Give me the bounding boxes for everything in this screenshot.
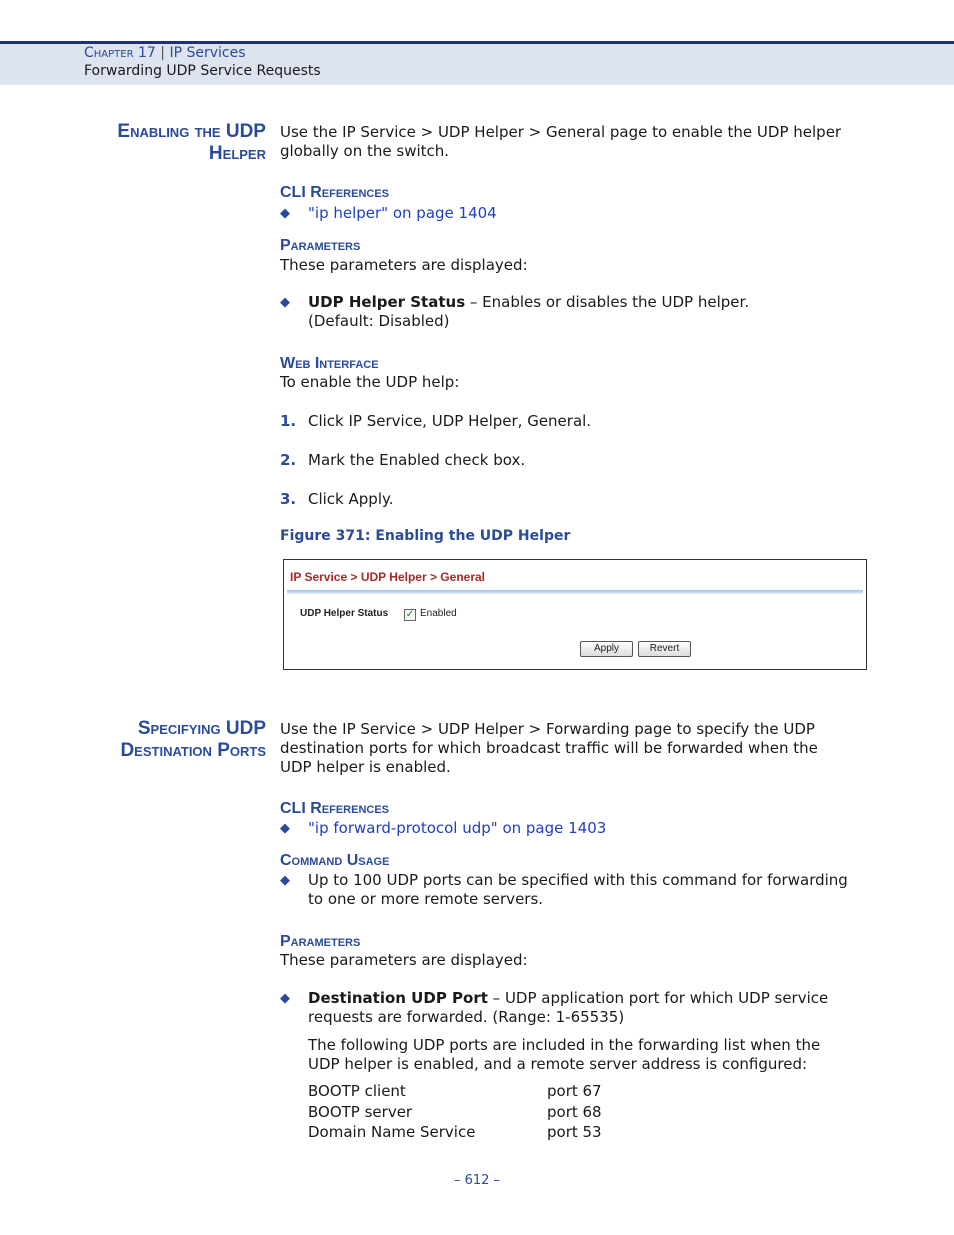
revert-button[interactable]: Revert bbox=[638, 641, 691, 657]
heading-line: Helper bbox=[208, 143, 266, 164]
step-text: Click IP Service, UDP Helper, General. bbox=[308, 412, 592, 430]
web-intro: To enable the UDP help: bbox=[280, 373, 460, 391]
header-subtitle: Forwarding UDP Service Requests bbox=[84, 63, 321, 79]
heading-line: Destination Ports bbox=[120, 740, 266, 761]
param-destination-udp-port bbox=[308, 989, 828, 1027]
header-separator: | bbox=[160, 45, 165, 61]
intro-line: globally on the switch. bbox=[280, 142, 450, 160]
step-number: 2. bbox=[280, 451, 297, 469]
step-text: Mark the Enabled check box. bbox=[308, 451, 526, 469]
param-name: Destination UDP Port bbox=[308, 989, 488, 1007]
port-value: port 53 bbox=[547, 1123, 602, 1141]
section2-intro bbox=[280, 720, 818, 777]
parameters-heading: Parameters bbox=[280, 237, 361, 254]
parameters-heading: Parameters bbox=[280, 933, 361, 950]
command-usage-text bbox=[308, 871, 848, 909]
parameters-intro: These parameters are displayed: bbox=[280, 256, 528, 274]
usage-line: to one or more remote servers. bbox=[308, 890, 544, 908]
intro-line: Use the IP Service > UDP Helper > Forwarding page to specify the UDP bbox=[280, 720, 815, 738]
port-value: port 68 bbox=[547, 1103, 602, 1121]
ui-page-title: IP Service > UDP Helper > General bbox=[290, 570, 485, 584]
step-number: 1. bbox=[280, 412, 297, 430]
parameters-intro: These parameters are displayed: bbox=[280, 951, 528, 969]
param-name: UDP Helper Status bbox=[308, 293, 466, 311]
step-number: 3. bbox=[280, 490, 297, 508]
command-usage-heading: Command Usage bbox=[280, 852, 390, 869]
port-value: port 67 bbox=[547, 1082, 602, 1100]
udp-helper-screenshot bbox=[283, 559, 867, 670]
apply-button[interactable]: Apply bbox=[580, 641, 633, 657]
cli-references-heading: CLI References bbox=[280, 800, 390, 817]
intro-line: UDP helper is enabled. bbox=[280, 758, 451, 776]
note-line: UDP helper is enabled, and a remote server address is configured: bbox=[308, 1055, 808, 1073]
cli-link-ip-helper[interactable]: "ip helper" on page 1404 bbox=[308, 204, 497, 222]
chapter-label: Chapter 17 bbox=[84, 45, 156, 61]
enabled-checkbox[interactable]: ✓ bbox=[405, 609, 415, 620]
intro-line: Use the IP Service > UDP Helper > General page to enable the UDP helper bbox=[280, 123, 842, 141]
figure-caption: Figure 371: Enabling the UDP Helper bbox=[280, 528, 571, 544]
param-desc: – UDP application port for which UDP service bbox=[487, 989, 829, 1007]
heading-line: Specifying UDP bbox=[137, 718, 266, 739]
param-desc: – Enables or disables the UDP helper. bbox=[465, 293, 750, 311]
section-heading-specifying-udp-ports bbox=[120, 718, 266, 762]
page-number: – 612 – bbox=[453, 1173, 501, 1188]
web-interface-heading: Web Interface bbox=[280, 355, 379, 372]
section1-intro bbox=[280, 123, 841, 161]
forwarding-note bbox=[308, 1036, 820, 1074]
bullet-icon: ◆ bbox=[280, 295, 290, 310]
bullet-icon: ◆ bbox=[280, 206, 290, 221]
note-line: The following UDP ports are included in the forwarding list when the bbox=[308, 1036, 821, 1054]
ui-field-label: UDP Helper Status bbox=[300, 608, 389, 619]
heading-line: Enabling the UDP bbox=[117, 121, 266, 142]
param-default: (Default: Disabled) bbox=[308, 312, 450, 330]
port-name: BOOTP client bbox=[308, 1082, 406, 1100]
step-text: Click Apply. bbox=[308, 490, 394, 508]
enabled-checkbox-label: Enabled bbox=[420, 608, 457, 619]
port-name: BOOTP server bbox=[308, 1103, 413, 1121]
usage-line: Up to 100 UDP ports can be specified with this command for forwarding bbox=[308, 871, 848, 889]
running-header-chapter bbox=[84, 45, 246, 61]
cli-references-heading: CLI References bbox=[280, 184, 390, 201]
param-desc-cont: requests are forwarded. (Range: 1-65535) bbox=[308, 1008, 625, 1026]
bullet-icon: ◆ bbox=[280, 991, 290, 1006]
bullet-icon: ◆ bbox=[280, 873, 290, 888]
cli-link-forward-protocol[interactable]: "ip forward-protocol udp" on page 1403 bbox=[308, 819, 607, 837]
port-name: Domain Name Service bbox=[308, 1123, 476, 1141]
param-udp-helper-status bbox=[308, 293, 749, 331]
section-heading-enabling-udp-helper bbox=[117, 121, 266, 165]
bullet-icon: ◆ bbox=[280, 821, 290, 836]
intro-line: destination ports for which broadcast traffic will be forwarded when the bbox=[280, 739, 818, 757]
ui-title-rule bbox=[287, 590, 863, 594]
header-section: IP Services bbox=[169, 45, 246, 61]
